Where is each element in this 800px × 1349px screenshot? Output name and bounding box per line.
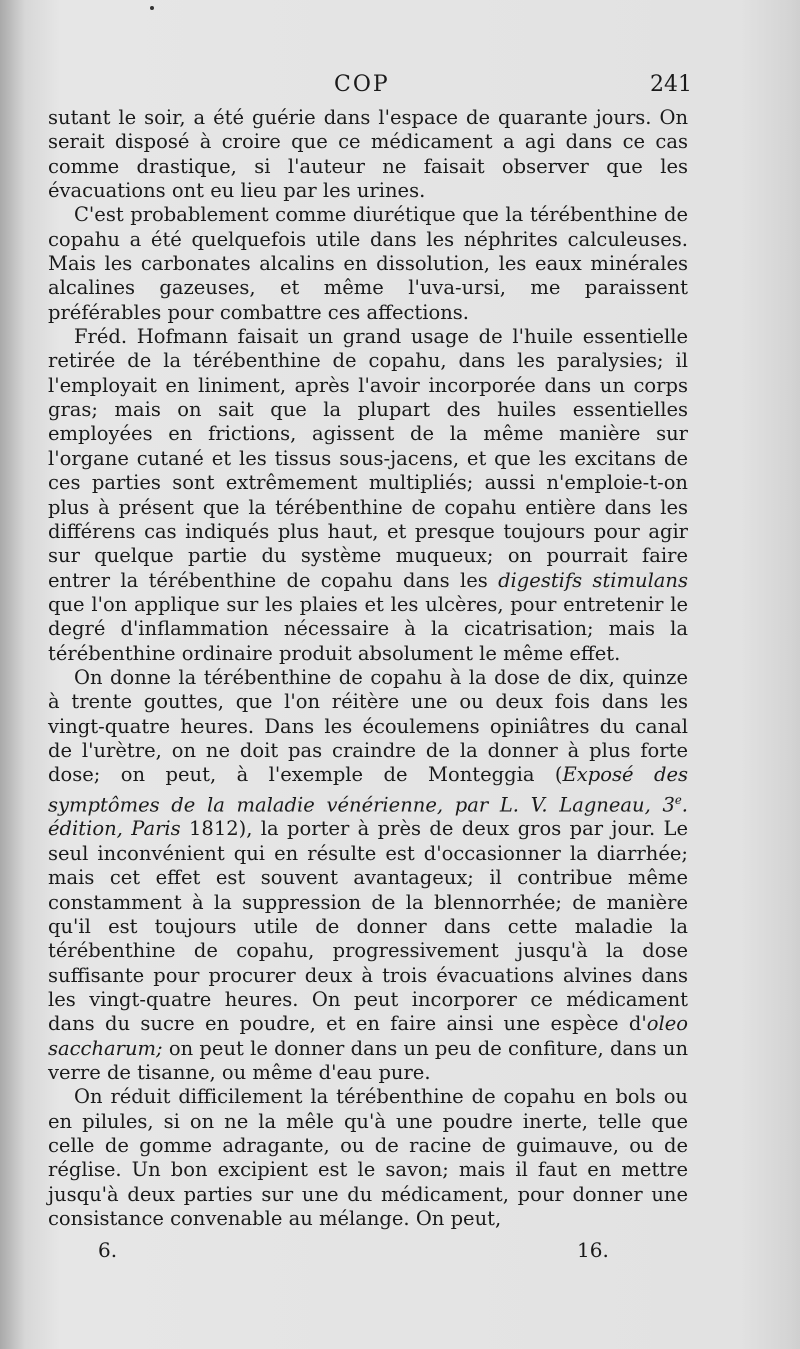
text-run: On donne la térébenthine de copahu à la dose de dix, quinze à trente gouttes, que l'on réitère une ou deux fois dans les vingt-quatre heures. Dans les écoulemens opiniâtres du canal de l'urètre, on ne doit pas craindre de la donner à plus forte dose; on peut, à l'exemple de Monteggia ( — [48, 665, 688, 787]
paragraph — [48, 325, 688, 666]
ink-speck — [150, 6, 154, 10]
signature-mark-right: 16. — [577, 1238, 609, 1262]
italic-text: e — [674, 792, 682, 807]
italic-text: . édition, Paris — [48, 793, 688, 841]
text-run: sutant le soir, a été guérie dans l'espace de quarante jours. On serait disposé à croire que ce médicament a agi dans ce cas comme drastique, si l'auteur ne faisait observer que les évacuations ont eu lieu par les urines. — [48, 106, 688, 203]
text-run: On réduit difficilement la térébenthine de copahu en bols ou en pilules, si on ne la mêle qu'à une poudre inerte, telle que celle de gomme adragante, ou de racine de guimauve, ou de réglise. Un bon excipient est le savon; mais il faut en mettre jusqu'à deux parties sur une du médicament, pour donner une consistance convenable au mélange. On peut, — [48, 1085, 688, 1230]
italic-text: oleo saccharum; — [48, 1012, 688, 1060]
italic-text: Exposé des symptômes de la maladie vénérienne, par L. V. Lagneau, 3 — [48, 763, 689, 817]
page-header — [48, 72, 692, 102]
paragraph — [48, 666, 688, 1085]
paragraph — [48, 106, 688, 203]
text-run: que l'on applique sur les plaies et les ulcères, pour entretenir le degré d'inflammation nécessaire à la cicatrisation; mais la térébenthine ordinaire produit absolument le même effet. — [48, 592, 688, 665]
text-run: C'est probablement comme diurétique que la térébenthine de copahu a été quelquefois utile dans les néphrites calculeuses. Mais les carbonates alcalins en dissolution, les eaux minérales alcalines gazeuses, et même l'uva-ursi, me paraissent préférables pour combattre ces affections. — [48, 203, 688, 324]
text-run: 1812), la porter à près de deux gros par jour. Le seul inconvénient qui en résulte est d'occasionner la diarrhée; mais cet effet est souvent avantageux; il contribue même constamment à la suppression de la blennorrhée; de manière qu'il est toujours utile de donner dans cette maladie la térébenthine de copahu, progressivement jusqu'à la dose suffisante pour procurer deux à trois évacuations alvines dans les vingt-quatre heures. On peut incorporer ce médicament dans du sucre en poudre, et en faire ainsi une espèce d' — [48, 817, 688, 1036]
body-text — [48, 106, 688, 1231]
paragraph — [48, 1085, 688, 1231]
signature-mark-left: 6. — [98, 1238, 118, 1262]
text-run: Fréd. Hofmann faisait un grand usage de l'huile essentielle retirée de la térébenthine de copahu, dans les paralysies; il l'employait en liniment, après l'avoir incorporée dans un corps gras; mais on sait que la plupart des huiles essentielles employées en frictions, agissent de la même manière sur l'organe cutané et les tissus sous-jacens, et que les excitans de ces parties sont extrêmement multipliés; aussi n'emploie-t-on plus à présent que la térébenthine de copahu entière dans les différens cas indiqués plus haut, et presque toujours pour agir sur quelque partie du système muqueux; on pourrait faire entrer la térébenthine de copahu dans les — [48, 325, 688, 592]
paragraph — [48, 203, 688, 325]
text-run: on peut le donner dans un peu de confiture, dans un verre de tisanne, ou même d'eau pure. — [48, 1036, 688, 1084]
page-number: 241 — [650, 72, 692, 97]
italic-text: digestifs stimulans — [498, 568, 688, 592]
running-title: COP — [334, 72, 390, 97]
